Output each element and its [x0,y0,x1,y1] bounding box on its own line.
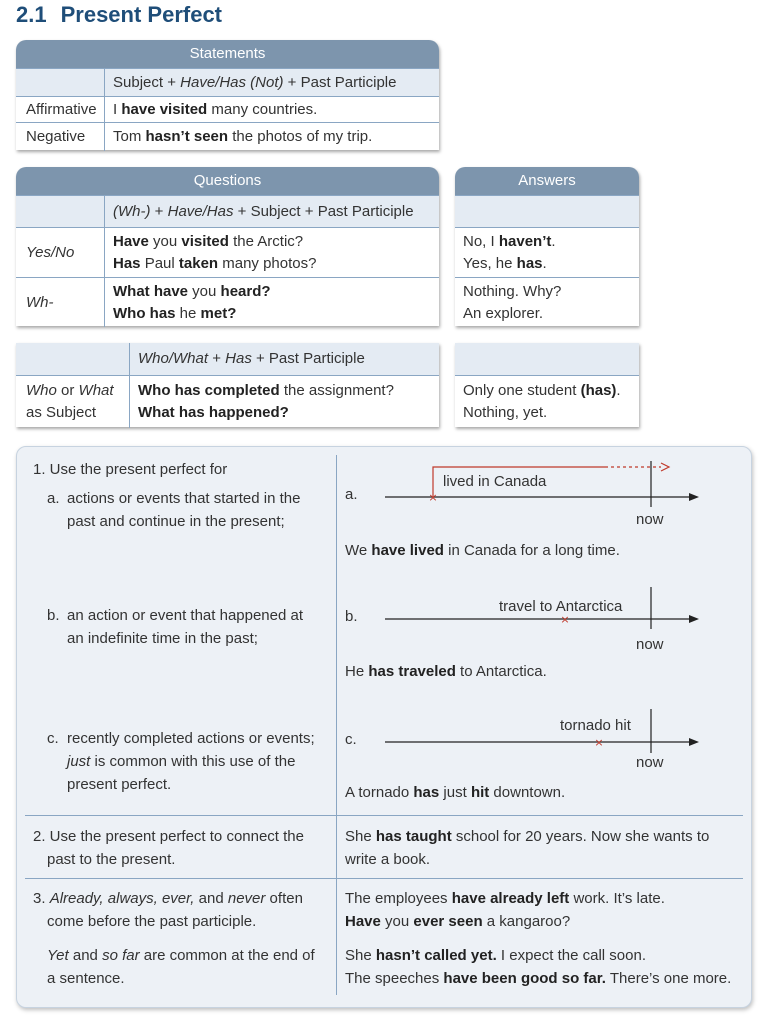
subject-answers-blank [455,343,639,375]
answers-header: Answers [455,167,639,195]
statements-table [16,40,439,150]
timeline-a-now: now [636,511,664,528]
timeline-a-example: We have lived in Canada for a long time. [345,542,620,559]
timeline-b-arrowhead [689,615,699,623]
timeline-c-marker: c. [345,731,357,748]
affirmative-example: I have visited many countries. [113,101,318,118]
timeline-b-event-mark: × [560,613,570,626]
timeline-a-label: lived in Canada [443,473,547,490]
usage-1c-marker: c. [47,730,59,747]
negative-row [16,122,439,151]
timeline-a-start-mark: × [428,491,438,504]
timeline-a-marker: a. [345,486,358,503]
timeline-b-example: He has traveled to Antarctica. [345,663,547,680]
answers-yesno: No, I haven’t. Yes, he has. [455,227,639,278]
negative-example: Tom hasn’t seen the photos of my trip. [113,128,373,145]
page-title [16,2,222,28]
timeline-c-now: now [636,754,664,771]
yesno-examples: Have you visited the Arctic? Has Paul taken many photos? [113,233,317,272]
section-number: 2.1 [16,2,47,27]
questions-formula-row [16,195,439,228]
subject-answers: Only one student (has). Nothing, yet. [455,375,639,428]
usage-2-text: 2. Use the present perfect to connect the past to the present. [33,828,304,868]
yesno-row [16,227,439,278]
statements-formula-row [16,68,439,97]
usage-1b-marker: b. [47,607,60,624]
timeline-a-arrowhead [689,493,699,501]
timeline-a-continuation-arrow [661,463,669,471]
timeline-b-now: now [636,636,664,653]
timeline-c-event-mark: × [594,736,604,749]
section-title: Present Perfect [60,2,223,27]
timeline-c [377,707,707,757]
questions-formula: (Wh-) + Have/Has + Subject + Past Participle [113,203,414,220]
usage-1a-text: actions or events that started in the past and continue in the present; [67,490,301,530]
usage-3-text: 3. Already, always, ever, and never often come before the past participle. [33,890,303,930]
statements-header: Statements [16,40,439,68]
questions-header: Questions [16,167,439,195]
affirmative-row [16,96,439,123]
subject-answers-table [455,343,639,427]
answers-table [455,167,639,326]
usage-notes-box [16,446,752,1008]
negative-label: Negative [26,128,86,145]
subject-examples: Who has completed the assignment? What has happened? [138,382,394,421]
affirmative-label: Affirmative [26,101,97,118]
usage-3-yet-text: Yet and so far are common at the end of a sentence. [47,947,315,987]
answers-wh: Nothing. Why? An explorer. [455,277,639,327]
timeline-c-example: A tornado has just hit downtown. [345,784,566,801]
timeline-b-marker: b. [345,608,358,625]
subject-label: Who or What as Subject [26,382,114,421]
usage-3-examples-2: She hasn’t called yet. I expect the call soon. The speeches have been good so far. There’s one more. [345,947,732,987]
usage-1a-marker: a. [47,490,60,507]
usage-1-intro: 1. Use the present perfect for [33,461,228,478]
timeline-b-label: travel to Antarctica [499,598,623,615]
statements-formula: Subject + Have/Has (Not) + Past Participle [113,74,397,91]
questions-table [16,167,439,326]
timeline-c-arrowhead [689,738,699,746]
subject-row [16,375,439,428]
answers-blank-row [455,195,639,228]
wh-label: Wh- [26,293,54,311]
usage-3-examples-1: The employees have already left work. It’s late. Have you ever seen a kangaroo? [345,890,665,930]
subject-formula: Who/What + Has + Past Participle [138,350,365,367]
usage-1b-text: an action or event that happened at an indefinite time in the past; [67,607,304,647]
subject-formula-row [16,343,439,375]
yesno-label: Yes/No [26,244,75,261]
timeline-c-label: tornado hit [560,717,631,734]
usage-2-example: She has taught school for 20 years. Now she wants to write a book. [345,828,710,868]
wh-row [16,277,439,327]
wh-examples: What have you heard? Who has he met? [113,282,271,322]
usage-1c-text: recently completed actions or events; just is common with this use of the present perfect. [67,730,315,793]
subject-table [16,343,439,427]
